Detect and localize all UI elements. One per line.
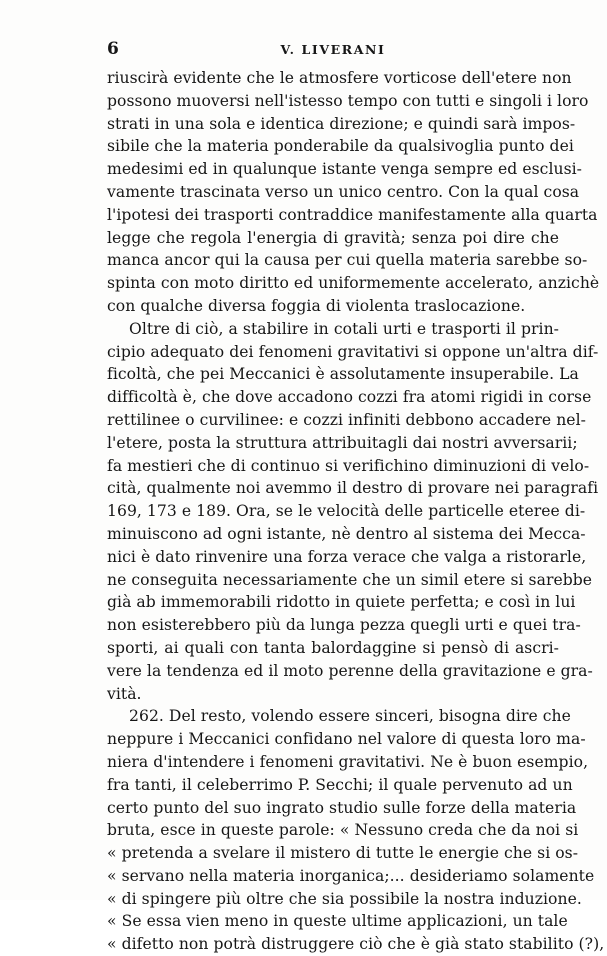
text-line: spinta con moto diritto ed uniformemente accelerato, anzichè <box>107 274 600 293</box>
quote-line: « Se essa vien meno in queste ultime applicazioni, un tale <box>107 912 568 931</box>
quote-line: « di spingere più oltre che sia possibile la nostra induzione. <box>107 889 582 908</box>
text-line: non esisterebbero più da lunga pezza quegli urti e quei tra- <box>107 616 581 635</box>
text-line: rettilinee o curvilinee: e cozzi infiniti debbono accadere nel- <box>107 410 586 429</box>
text-line: manca ancor qui la causa per cui quella materia sarebbe so- <box>107 251 588 270</box>
text-line: l'ipotesi dei trasporti contraddice manifestamente alla quarta <box>107 205 598 224</box>
text-line: niera d'intendere i fenomeni gravitativi. Ne è buon esempio, <box>107 752 589 771</box>
quote-line: « servano nella materia inorganica;... desideriamo solamente <box>107 866 595 885</box>
text-line: cità, qualmente noi avemmo il destro di provare nei paragrafi <box>107 479 599 498</box>
text-line: strati in una sola e identica direzione; e quindi sarà impos- <box>107 114 576 133</box>
text-line: certo punto del suo ingrato studio sulle forze della materia <box>107 798 577 817</box>
text-line: ficoltà, che pei Meccanici è assolutamente insuperabile. La <box>107 365 579 384</box>
text-line: bruta, esce in queste parole: « Nessuno creda che da noi si <box>107 821 579 840</box>
text-line: fa mestieri che di continuo si verifichino diminuzioni di velo- <box>107 456 590 475</box>
quote-line: « pretenda a svelare il mistero di tutte le energie che si os- <box>107 844 579 863</box>
text-line: già ab immemorabili ridotto in quiete perfetta; e così in lui <box>107 593 576 612</box>
text-line: nici è dato rinvenire una forza verace che valga a ristorarle, <box>107 547 587 566</box>
page-number: 6 <box>107 39 120 59</box>
text-line: possono muoversi nell'istesso tempo con tutti e singoli i loro <box>107 91 589 110</box>
text-line: 169, 173 e 189. Ora, se le velocità delle particelle eteree di- <box>107 502 586 521</box>
text-line: legge che regola l'energia di gravità; senza poi dire che <box>107 228 559 247</box>
running-head: V. LIVERANI <box>280 42 386 57</box>
text-line: riuscirà evidente che le atmosfere vorticose dell'etere non <box>107 69 572 87</box>
text-line: neppure i Meccanici confidano nel valore di questa loro ma- <box>107 730 586 749</box>
page-header <box>107 39 559 65</box>
text-line: con qualche diversa foggia di violenta traslocazione. <box>107 296 526 315</box>
text-line: ne conseguita necessariamente che un simil etere si sarebbe <box>107 570 593 589</box>
text-line: vità. <box>107 684 142 703</box>
text-line: vere la tendenza ed il moto perenne della gravitazione e gra- <box>107 661 593 680</box>
paragraph-start-line: 262. Del resto, volendo essere sinceri, bisogna dire che <box>129 707 571 726</box>
text-line: cipio adequato dei fenomeni gravitativi si oppone un'altra dif- <box>107 342 599 361</box>
text-line: vamente trascinata verso un unico centro. Con la qual cosa <box>107 182 580 201</box>
quote-line: « difetto non potrà distruggere ciò che è già stato stabilito (?), <box>107 935 605 954</box>
text-line: minuiscono ad ogni istante, nè dentro al sistema dei Mecca- <box>107 524 586 543</box>
text-line: fra tanti, il celeberrimo P. Secchi; il quale pervenuto ad un <box>107 775 573 794</box>
text-line: l'etere, posta la struttura attribuitagli dai nostri avversarii; <box>107 433 578 452</box>
text-line: medesimi ed in qualunque istante venga sempre ed esclusi- <box>107 160 582 179</box>
paragraph-start-line: Oltre di ciò, a stabilire in cotali urti e trasporti il prin- <box>129 319 559 338</box>
body-text <box>107 67 605 956</box>
text-line: difficoltà è, che dove accadono cozzi fra atomi rigidi in corse <box>107 388 592 407</box>
text-line: sibile che la materia ponderabile da qualsivoglia punto dei <box>107 137 574 156</box>
text-line: sporti, ai quali con tanta balordaggine si pensò di ascri- <box>107 638 559 657</box>
